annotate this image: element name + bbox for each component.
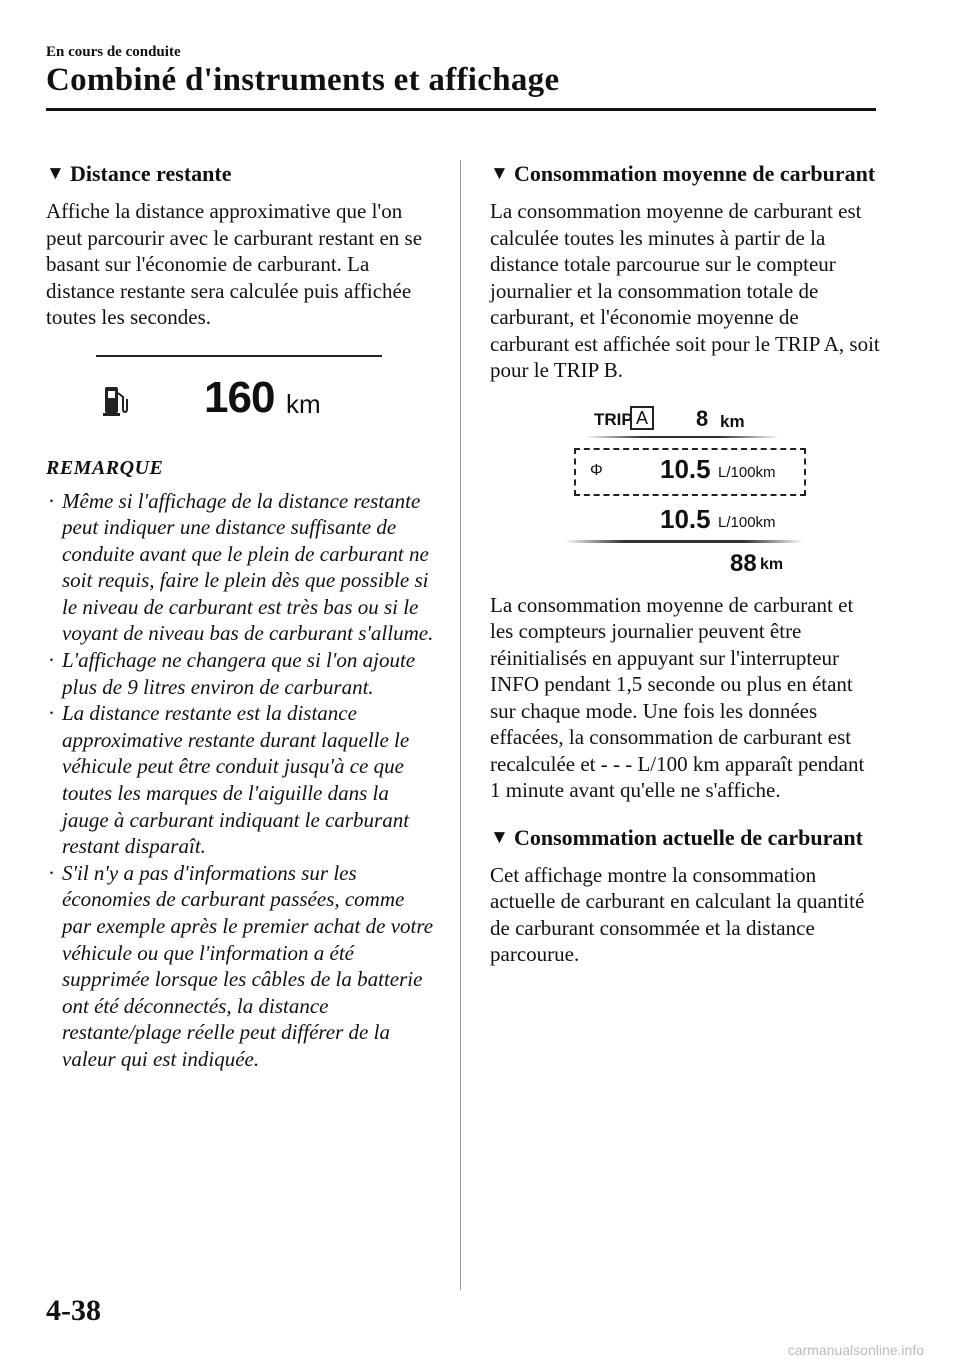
paragraph-actuelle: Cet affichage montre la consommation actuelle de carburant en calculant la quantité de carburant consommée et la distance parcourue. [490, 862, 865, 966]
bullet: · [48, 701, 55, 726]
triangle-down-icon: ▼ [490, 163, 509, 184]
trip-distance: 8 [696, 405, 709, 431]
right-column [490, 160, 880, 968]
heading-consommation-actuelle: ▼ Consommation actuelle de carburant [490, 824, 863, 850]
current-consumption-value: 10.5 [660, 503, 711, 534]
list-item: · L'affichage ne changera que si l'on ajoute plus de 9 litres environ de carburant. [48, 648, 416, 699]
section-label: En cours de conduite [46, 44, 181, 60]
trip-display-graphic [490, 404, 880, 582]
paragraph-moyenne: La consommation moyenne de carburant est calculée toutes les minutes à partir de la distance totale parcourue sur le compteur journalier et la consommation totale de carburant, et l'économie moyenne de carburant est affichée soit pour le TRIP A, soit pour le TRIP B. [490, 199, 880, 382]
trip-label: TRIP [594, 409, 633, 429]
left-column [46, 160, 436, 1073]
remark-title: REMARQUE [46, 456, 164, 479]
remark-list [46, 488, 436, 1073]
header-rule [46, 108, 876, 111]
watermark: carmanualsonline.info [787, 1342, 924, 1358]
trip-distance-unit: km [720, 411, 745, 431]
odometer-unit: km [760, 555, 784, 573]
paragraph-reset: La consommation moyenne de carburant et les compteurs journalier peuvent être réinitialisés en appuyant sur l'interrupteur INFO pendant 1,5 seconde ou plus en étant sur chaque mode. Une fois les données effacées, la consommation de carburant est recalculée et - - - L/100 km apparaît pendant 1 minute avant qu'elle ne s'affiche. [490, 592, 865, 802]
bullet: · [48, 648, 55, 673]
average-consumption-unit: L/100km [718, 463, 776, 481]
intro-paragraph: Affiche la distance approximative que l'on peut parcourir avec le carburant restant en se basant sur l'économie de carburant. La distance restante sera calculée puis affichée toutes les secondes. [46, 199, 423, 329]
range-unit: km [286, 388, 321, 419]
display-top-line [96, 355, 382, 357]
average-symbol: Φ [590, 461, 603, 479]
page-title: Combiné d'instruments et affichage [46, 62, 560, 98]
list-item: · S'il n'y a pas d'informations sur les économies de carburant passées, comme par exemple après le premier achat de votre véhicule ou que l'information a été supprimée lorsque les câbles de la batterie ont été déconnectés, la distance restante/plage réelle peut différer de la valeur qui est indiquée. [48, 860, 434, 1071]
page-number: 4-38 [46, 1294, 101, 1327]
triangle-down-icon: ▼ [46, 163, 65, 184]
fuel-pump-icon [102, 383, 128, 417]
trip-letter: A [630, 406, 654, 430]
heading-distance-restante: ▼ Distance restante [46, 161, 232, 186]
range-display-graphic [46, 345, 436, 437]
display-line [584, 436, 780, 438]
column-divider [460, 160, 461, 1290]
bullet: · [48, 860, 55, 885]
list-item: · Même si l'affichage de la distance restante peut indiquer une distance suffisante de conduite avant que le plein de carburant ne soit requis, faire le plein dès que possible si le niveau de carburant est très bas ou si le voyant de niveau bas de carburant s'allume. [48, 488, 434, 646]
list-item: · La distance restante est la distance approximative restante durant laquelle le véhicule peut être conduit jusqu'à ce que toutes les marques de l'aiguille dans la jauge à carburant indiquant le carburant restant disparaît. [48, 701, 410, 859]
average-consumption-value: 10.5 [660, 453, 711, 484]
bullet: · [48, 488, 55, 513]
triangle-down-icon: ▼ [490, 826, 509, 848]
range-value: 160 [204, 372, 275, 422]
heading-consommation-moyenne: ▼ Consommation moyenne de carburant [490, 161, 876, 186]
odometer-value: 88 [730, 549, 757, 577]
display-line [564, 540, 804, 543]
current-consumption-unit: L/100km [718, 513, 776, 531]
